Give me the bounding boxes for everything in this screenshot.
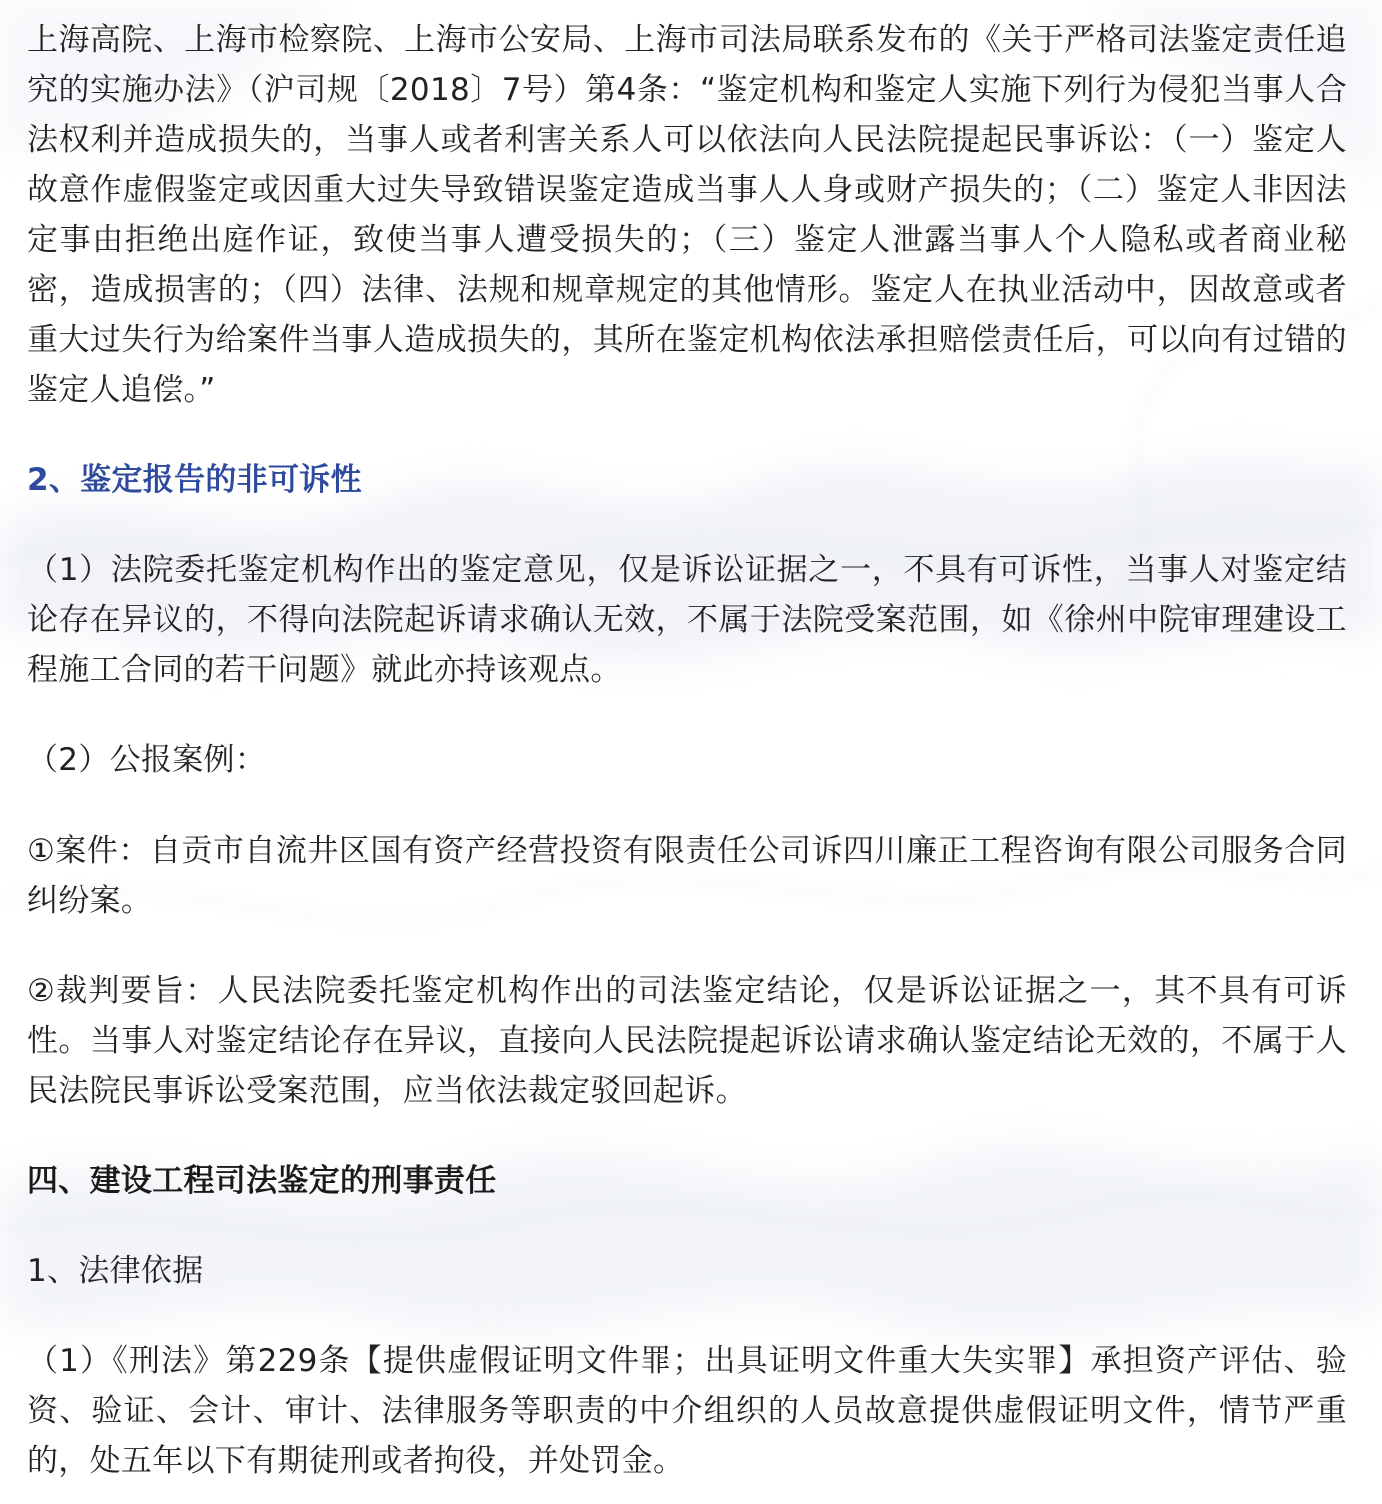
paragraph-case-name: ①案件：自贡市自流井区国有资产经营投资有限责任公司诉四川廉正工程咨询有限公司服务合同纠纷案。 [27, 833, 1347, 919]
paragraph-legal-basis: 1、法律依据 [27, 1253, 204, 1289]
paragraph-gazette-case-label: （2）公报案例： [27, 742, 267, 778]
paragraph-shanghai-measures: 上海高院、上海市检察院、上海市公安局、上海市司法局联系发布的《关于严格司法鉴定责任追究的实施办法》（沪司规〔2018〕7号）第4条：“鉴定机构和鉴定人实施下列行为侵犯当事人合法权利并造成损失的，当事人或者利害关系人可以依法向人民法院提起民事诉讼：（一）鉴定人故意作虚假鉴定或因重大过失导致错误鉴定造成当事人人身或财产损失的；（二）鉴定人非因法定事由拒绝出庭作证，致使当事人遭受损失的；（三）鉴定人泄露当事人个人隐私或者商业秘密，造成损害的；（四）法律、法规和规章规定的其他情形。鉴定人在执业活动中，因故意或者重大过失行为给案件当事人造成损失的，其所在鉴定机构依法承担赔偿责任后，可以向有过错的鉴定人追偿。” [27, 22, 1347, 408]
subheading-non-actionability: 2、鉴定报告的非可诉性 [27, 462, 362, 498]
paragraph-court-entrusted-opinion: （1）法院委托鉴定机构作出的鉴定意见，仅是诉讼证据之一，不具有可诉性，当事人对鉴定结论存在异议的，不得向法院起诉请求确认无效，不属于法院受案范围，如《徐州中院审理建设工程施工合同的若干问题》就此亦持该观点。 [27, 552, 1347, 688]
paragraph-criminal-law-229: （1）《刑法》第229条【提供虚假证明文件罪；出具证明文件重大失实罪】承担资产评估、验资、验证、会计、审计、法律服务等职责的中介组织的人员故意提供虚假证明文件，情节严重的，处五年以下有期徒刑或者拘役，并处罚金。 [27, 1343, 1347, 1479]
paragraph-judgment-gist: ②裁判要旨：人民法院委托鉴定机构作出的司法鉴定结论，仅是诉讼证据之一，其不具有可诉性。当事人对鉴定结论存在异议，直接向人民法院提起诉讼请求确认鉴定结论无效的，不属于人民法院民事诉讼受案范围，应当依法裁定驳回起诉。 [27, 973, 1347, 1109]
section-heading-criminal-liability: 四、建设工程司法鉴定的刑事责任 [27, 1163, 497, 1199]
